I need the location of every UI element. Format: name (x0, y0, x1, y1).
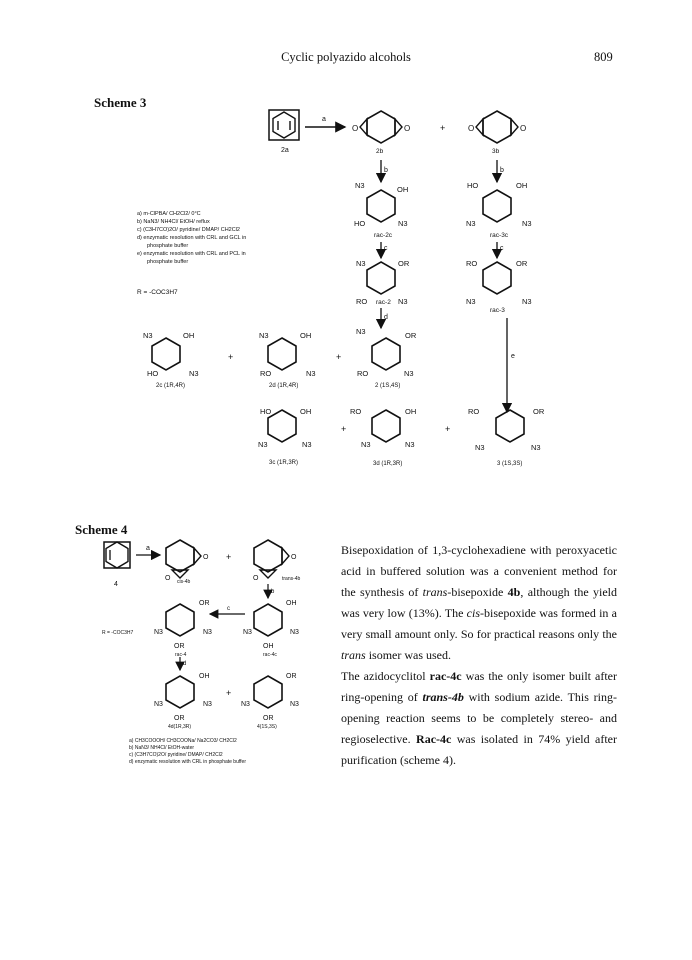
label-cis-4b: cis-4b (177, 579, 191, 585)
svg-text:O: O (291, 554, 297, 561)
svg-text:N3: N3 (189, 369, 199, 378)
page-number: 809 (594, 50, 613, 64)
svg-text:N3: N3 (203, 629, 212, 636)
svg-text:N3: N3 (154, 629, 163, 636)
svg-text:c) (C3H7CO)2O/ pyridine/ DMAP/: c) (C3H7CO)2O/ pyridine/ DMAP/ CH2Cl2 (129, 752, 223, 758)
epoxide-o-right: O (404, 124, 411, 133)
compound-rac-4 (154, 600, 212, 658)
svg-text:OH: OH (286, 600, 297, 607)
svg-text:OR: OR (174, 715, 185, 722)
compound-rac-2 (356, 259, 410, 306)
scheme4 (102, 540, 301, 765)
compound-2c (143, 331, 199, 389)
compound-2d (259, 331, 316, 389)
label-3: 3 (1S,3S) (497, 461, 523, 467)
svg-text:HO: HO (147, 369, 159, 378)
compound-4d (154, 673, 212, 730)
svg-text:phosphate buffer: phosphate buffer (147, 259, 189, 265)
svg-text:N3: N3 (290, 701, 299, 708)
scheme3 (137, 110, 545, 467)
svg-text:OH: OH (199, 673, 210, 680)
svg-text:N3: N3 (306, 369, 316, 378)
svg-text:N3: N3 (405, 440, 415, 449)
svg-text:N3: N3 (475, 443, 485, 452)
label-4: 4 (114, 581, 118, 588)
step-e: e (511, 353, 515, 360)
label-4-1s3s: 4(1S,3S) (257, 724, 277, 730)
scheme4-label: Scheme 4 (75, 522, 128, 537)
svg-text:b) NaN3/ NH4Cl/ EtOH/ reflux: b) NaN3/ NH4Cl/ EtOH/ reflux (137, 219, 210, 225)
step-a: a (146, 545, 150, 552)
svg-text:d) enzymatic resolution with C: d) enzymatic resolution with CRL and GCL in (137, 235, 247, 241)
compound-rac-4c (243, 600, 299, 658)
svg-text:OH: OH (300, 331, 312, 340)
svg-text:RO: RO (260, 369, 272, 378)
compound-4 (104, 542, 130, 588)
label-rac-4: rac-4 (175, 652, 187, 658)
svg-text:N3: N3 (398, 219, 408, 228)
label-rac-3c: rac-3c (490, 232, 509, 239)
svg-text:N3: N3 (522, 219, 532, 228)
svg-text:N3: N3 (355, 181, 365, 190)
label-3c: 3c (1R,3R) (269, 460, 299, 466)
svg-text:N3: N3 (258, 440, 268, 449)
label-rac-2c: rac-2c (374, 232, 393, 239)
svg-text:RO: RO (356, 297, 368, 306)
compound-rac-3 (466, 259, 532, 314)
svg-text:b: b (271, 589, 275, 595)
compound-2 (356, 327, 417, 389)
svg-text:OR: OR (516, 259, 528, 268)
label-3d: 3d (1R,3R) (373, 461, 403, 467)
svg-text:N3: N3 (398, 297, 408, 306)
svg-text:N3: N3 (356, 327, 366, 336)
compound-2b (352, 111, 410, 155)
svg-text:N3: N3 (302, 440, 312, 449)
svg-text:+: + (228, 352, 234, 362)
scheme3-conditions (137, 211, 246, 296)
svg-text:RO: RO (350, 407, 362, 416)
svg-text:+: + (341, 424, 347, 434)
svg-text:OH: OH (183, 331, 195, 340)
svg-text:N3: N3 (203, 701, 212, 708)
step-a: a (322, 116, 326, 123)
svg-text:d: d (183, 661, 187, 667)
svg-text:OH: OH (516, 181, 528, 190)
compound-trans-4b (253, 540, 301, 582)
label-trans-4b: trans-4b (282, 576, 301, 582)
svg-text:RO: RO (468, 407, 480, 416)
svg-text:OR: OR (405, 331, 417, 340)
svg-text:HO: HO (260, 407, 272, 416)
svg-text:OH: OH (263, 643, 274, 650)
step-d: d (384, 314, 388, 321)
scheme3-label: Scheme 3 (94, 95, 147, 110)
running-title: Cyclic polyazido alcohols (281, 50, 411, 64)
r-definition: R = -COC3H7 (102, 630, 134, 636)
svg-text:OH: OH (397, 185, 409, 194)
svg-text:N3: N3 (466, 219, 476, 228)
svg-text:O: O (253, 575, 259, 582)
svg-text:N3: N3 (154, 701, 163, 708)
label-rac-3: rac-3 (490, 307, 505, 314)
paragraph-2: The azidocyclitol rac-4c was the only isomer built after ring-opening of trans-4b with sodium azide. This ring-opening reaction seems to be completely stereo- and regioselective. Rac-4c was isolated in 74% yield after purification (scheme 4). (341, 669, 617, 767)
compound-4-1s3s (241, 673, 299, 730)
svg-text:c) (C3H7CO)2O/ pyridine/ DMAP/: c) (C3H7CO)2O/ pyridine/ DMAP/ CH2Cl2 (137, 227, 240, 233)
svg-text:N3: N3 (466, 297, 476, 306)
svg-text:OR: OR (263, 715, 274, 722)
svg-text:O: O (165, 575, 171, 582)
svg-text:OR: OR (174, 643, 185, 650)
r-definition: R = -COC3H7 (137, 289, 178, 296)
label-rac-4c: rac-4c (263, 652, 277, 658)
svg-text:RO: RO (466, 259, 478, 268)
svg-text:N3: N3 (290, 629, 299, 636)
compound-3d (350, 407, 416, 467)
step-c: c (384, 245, 388, 252)
svg-text:+: + (336, 352, 342, 362)
epoxide-o-right: O (520, 124, 527, 133)
svg-text:+: + (226, 688, 232, 698)
svg-text:e) enzymatic resolution with C: e) enzymatic resolution with CRL and PCL in (137, 251, 246, 257)
label-2b: 2b (376, 148, 384, 155)
svg-text:+: + (440, 123, 446, 133)
svg-text:RO: RO (357, 369, 369, 378)
body-paragraphs (341, 540, 617, 771)
compound-2a (269, 110, 299, 154)
label-3b: 3b (492, 148, 500, 155)
step-b: b (384, 167, 388, 174)
epoxide-o-left: O (352, 124, 359, 133)
label-2a: 2a (281, 147, 289, 154)
compound-3c (258, 407, 312, 466)
svg-text:b) NaN3/ NH4Cl/ EtOH-water: b) NaN3/ NH4Cl/ EtOH-water (129, 745, 195, 751)
svg-text:N3: N3 (361, 440, 371, 449)
compound-rac-2c (354, 181, 408, 239)
svg-text:+: + (445, 424, 451, 434)
compound-cis-4b (165, 540, 209, 585)
svg-text:OH: OH (405, 407, 417, 416)
svg-text:O: O (203, 554, 209, 561)
step-c: c (500, 245, 504, 252)
label-2: 2 (1S,4S) (375, 383, 401, 389)
svg-text:c: c (227, 606, 230, 612)
svg-text:a) m-ClPBA/ CH2Cl2/ 0°C: a) m-ClPBA/ CH2Cl2/ 0°C (137, 211, 201, 217)
label-4d: 4d(1R,3R) (168, 724, 192, 730)
svg-text:phosphate buffer: phosphate buffer (147, 243, 189, 249)
svg-text:N3: N3 (531, 443, 541, 452)
svg-text:OR: OR (398, 259, 410, 268)
svg-text:+: + (226, 552, 232, 562)
svg-text:N3: N3 (404, 369, 414, 378)
scheme4-conditions (129, 738, 246, 765)
svg-text:OR: OR (199, 600, 210, 607)
compound-3b (468, 111, 526, 155)
svg-text:OH: OH (300, 407, 312, 416)
svg-text:N3: N3 (241, 701, 250, 708)
label-2d: 2d (1R,4R) (269, 383, 299, 389)
svg-text:N3: N3 (259, 331, 269, 340)
svg-text:OR: OR (533, 407, 545, 416)
step-b: b (500, 167, 504, 174)
svg-text:HO: HO (467, 181, 479, 190)
compound-rac-3c (466, 181, 532, 239)
epoxide-o-left: O (468, 124, 475, 133)
compound-3 (468, 407, 545, 467)
svg-text:N3: N3 (522, 297, 532, 306)
svg-text:a) CH3COOOH/ CH3COONa/ Na2CO3/: a) CH3COOOH/ CH3COONa/ Na2CO3/ CH2Cl2 (129, 738, 237, 744)
label-rac-2: rac-2 (376, 299, 391, 306)
svg-text:d) enzymatic resolution with C: d) enzymatic resolution with CRL in phosphate buffer (129, 759, 247, 765)
svg-text:HO: HO (354, 219, 366, 228)
paragraph-1: Bisepoxidation of 1,3-cyclohexadiene with peroxyacetic acid in buffered solution was a convenient method for the synthesis of trans-bisepoxide 4b, although the yield was very low (13%). The cis-bisepoxide was formed in a very small amount only. So for practical reasons only the trans isomer was used. (341, 543, 617, 662)
svg-text:N3: N3 (243, 629, 252, 636)
svg-text:N3: N3 (356, 259, 366, 268)
svg-text:OR: OR (286, 673, 297, 680)
svg-text:N3: N3 (143, 331, 153, 340)
label-2c: 2c (1R,4R) (156, 383, 186, 389)
